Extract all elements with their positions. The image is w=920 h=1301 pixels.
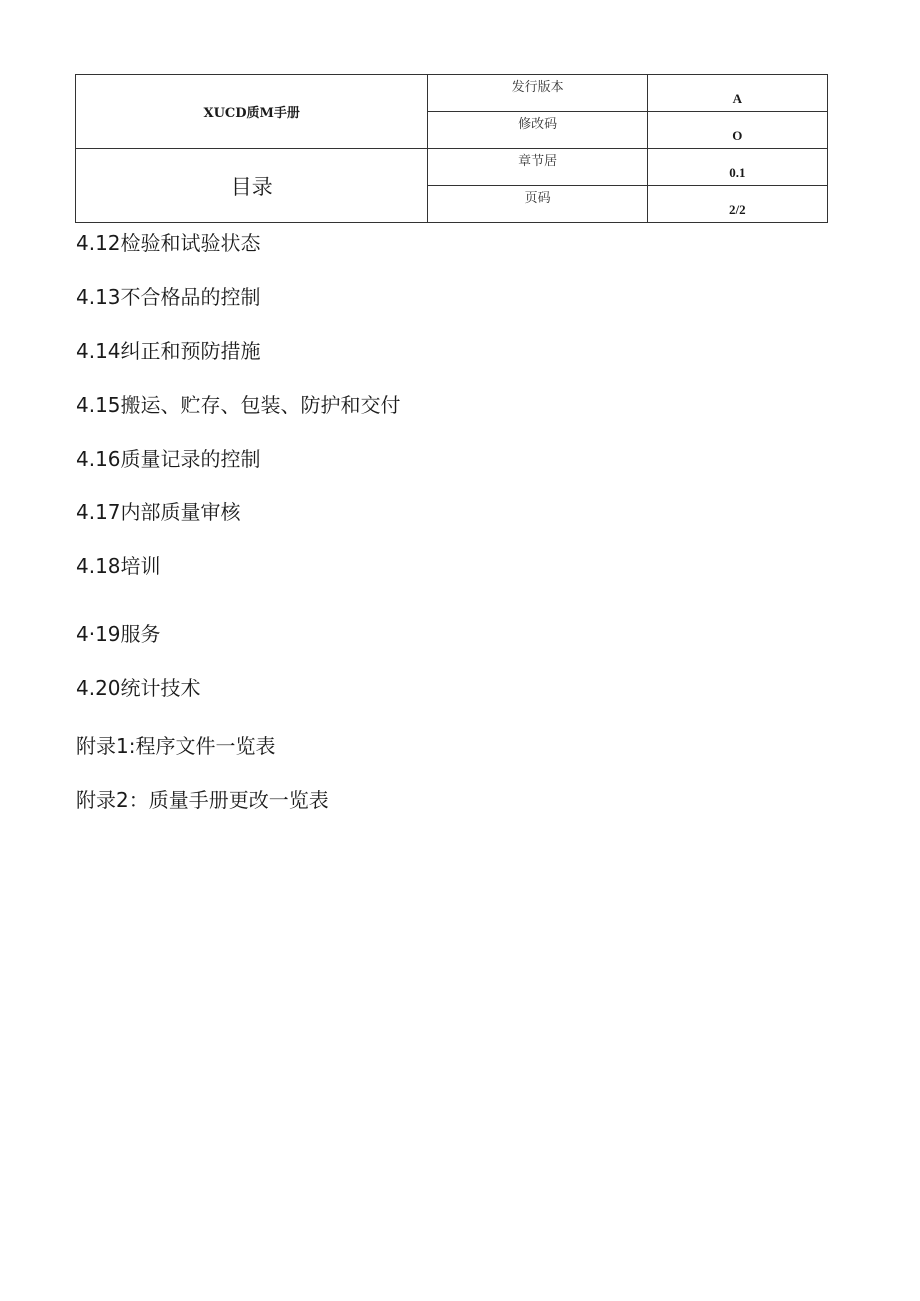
toc-heading: 目录 [230, 174, 273, 199]
toc-item: 4.18培训 [76, 554, 161, 578]
chapter-label: 章节居 [518, 153, 558, 169]
field-label-cell [428, 112, 647, 149]
toc-item: 4.20统计技术 [76, 676, 201, 700]
chapter-value: 0.1 [729, 164, 746, 180]
release-version-value: A [732, 90, 743, 106]
field-value-cell [647, 75, 827, 112]
toc-item: 4.12检验和试验状态 [76, 231, 261, 255]
manual-title-cell [76, 75, 428, 149]
field-label-cell [428, 75, 647, 112]
field-label-cell [428, 149, 647, 186]
toc-item: 4.16质量记录的控制 [76, 447, 261, 471]
toc-heading-cell [76, 149, 428, 223]
toc-item: 4·19服务 [76, 622, 161, 646]
toc-item: 附录2：质量手册更改一览表 [76, 788, 329, 812]
document-header-table [75, 74, 828, 223]
field-value-cell [647, 149, 827, 186]
revision-code-label: 修改码 [518, 116, 558, 132]
field-label-cell [428, 186, 647, 223]
field-value-cell [647, 112, 827, 149]
page-number-value: 2/2 [729, 201, 746, 217]
toc-item: 4.17内部质量审核 [76, 500, 241, 524]
revision-code-value: O [732, 127, 743, 143]
manual-title: XUCD质M手册 [203, 106, 300, 121]
toc-item: 4.14纠正和预防措施 [76, 339, 261, 363]
toc-item: 4.13不合格品的控制 [76, 285, 261, 309]
page-number-label: 页码 [524, 190, 551, 206]
field-value-cell [647, 186, 827, 223]
toc-item: 附录1:程序文件一览表 [76, 734, 276, 758]
toc-item: 4.15搬运、贮存、包装、防护和交付 [76, 393, 401, 417]
release-version-label: 发行版本 [511, 79, 564, 95]
